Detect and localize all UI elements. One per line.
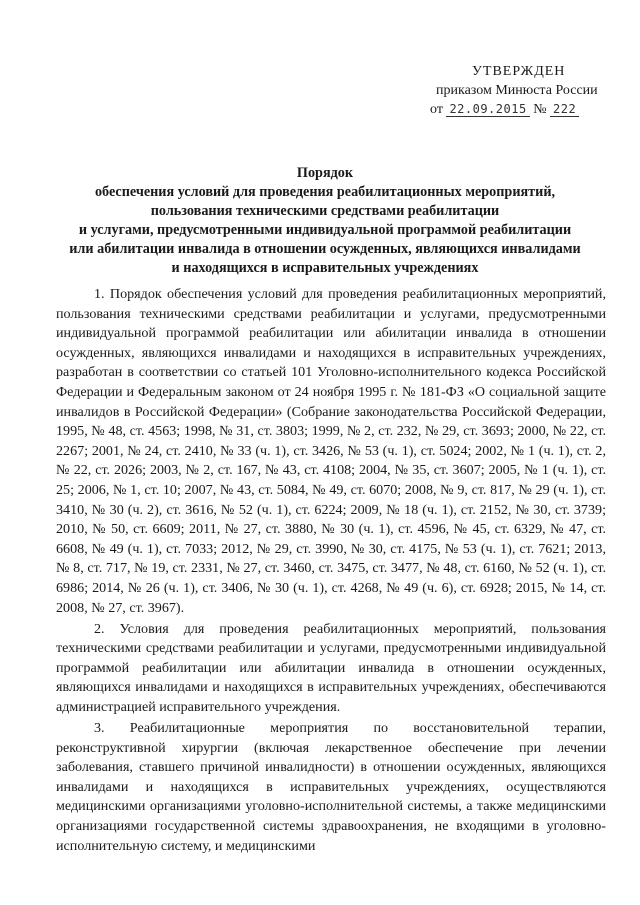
document-title	[40, 164, 610, 278]
title-line: Порядок	[296, 165, 354, 181]
title-line: обеспечения условий для проведения реабилитационных мероприятий,	[94, 184, 556, 200]
title-line: пользования техническими средствами реабилитации	[150, 203, 500, 219]
approval-order-line: приказом Минюста России	[436, 83, 598, 98]
approval-number: 222	[550, 102, 579, 117]
title-line: и услугами, предусмотренными индивидуальной программой реабилитации	[78, 222, 572, 238]
approval-date-line	[420, 100, 630, 119]
approval-heading: УТВЕРЖДЕН	[472, 64, 566, 79]
title-line: или абилитации инвалида в отношении осужденных, являющихся инвалидами	[69, 241, 581, 257]
paragraph-2: 2. Условия для проведения реабилитационных мероприятий, пользования техническими средствами реабилитации и услугами, предусмотренными индивидуальной программой реабилитации или абилитации инвалида в отношении осужденных, являющихся инвалидами и находящихся в исправительных учреждениях, обеспечиваются администрацией исправительного учреждения.	[56, 620, 606, 715]
title-line: и находящихся в исправительных учреждениях	[171, 260, 479, 276]
approval-block	[420, 62, 630, 119]
paragraph-1: 1. Порядок обеспечения условий для проведения реабилитационных мероприятий, пользования техническими средствами реабилитации и услугами, предусмотренными индивидуальной программой реабилитации или абилитации инвалида в отношении осужденных, являющихся инвалидами и находящихся в исправительных учреждениях, разработан в соответствии со статьей 101 Уголовно-исполнительного кодекса Российской Федерации и Федеральным законом от 24 ноября 1995 г. № 181-ФЗ «О социальной защите инвалидов в Российской Федерации» (Собрание законодательства Российской Федерации, 1995, № 48, ст. 4563; 1998, № 31, ст. 3803; 1999, № 2, ст. 232, № 29, ст. 3693; 2000, № 22, ст. 2267; 2001, № 24, ст. 2410, № 33 (ч. 1), ст. 3426, № 53 (ч. 1), ст. 5024; 2002, № 1 (ч. 1), ст. 2, № 22, ст. 2026; 2003, № 2, ст. 167, № 43, ст. 4108; 2004, № 35, ст. 3607; 2005, № 1 (ч. 1), ст. 25; 2006, № 1, ст. 10; 2007, № 43, ст. 5084, № 49, ст. 6070; 2008, № 9, ст. 817, № 29 (ч. 1), ст. 3410, № 30 (ч. 2), ст. 3616, № 52 (ч. 1), ст. 6224; 2009, № 18 (ч. 1), ст. 2152, № 30, ст. 3739; 2010, № 50, ст. 6609; 2011, № 27, ст. 3880, № 30 (ч. 1), ст. 4596, № 45, ст. 6329, № 47, ст. 6608, № 49 (ч. 1), ст. 7033; 2012, № 29, ст. 3990, № 30, ст. 4175, № 53 (ч. 1), ст. 7621; 2013, № 8, ст. 717, № 19, ст. 2331, № 27, ст. 3460, ст. 3475, ст. 3477, № 48, ст. 6160, № 52 (ч. 1), ст. 6986; 2014, № 26 (ч. 1), ст. 3406, № 30 (ч. 1), ст. 4268, № 49 (ч. 6), ст. 6928; 2015, № 14, ст. 2008, № 27, ст. 3967).	[56, 286, 606, 616]
date-prefix: от	[430, 102, 443, 117]
approval-date: 22.09.2015	[446, 102, 529, 117]
number-prefix: №	[533, 102, 547, 117]
document-body	[56, 285, 606, 858]
paragraph-3: 3. Реабилитационные мероприятия по восстановительной терапии, реконструктивной хирургии (включая лекарственное обеспечение при лечении заболевания, ставшего причиной инвалидности) в отношении осужденных, являющихся инвалидами и находящихся в исправительных учреждениях, осуществляются медицинскими организациями уголовно-исполнительной системы, а также медицинскими организациями государственной системы здравоохранения, не входящими в уголовно-исполнительную систему, и медицинскими	[56, 720, 606, 854]
